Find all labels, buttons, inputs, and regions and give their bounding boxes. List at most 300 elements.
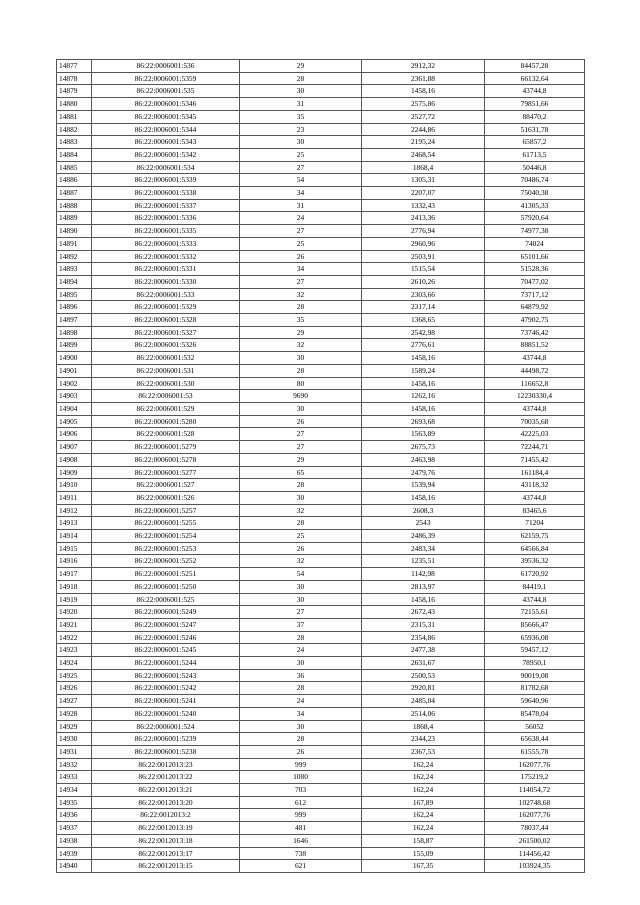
row-number-cell: 14906 — [57, 428, 92, 441]
row-number-cell: 14910 — [57, 479, 92, 492]
cadastral-number-cell: 86:22:0006001:5246 — [92, 631, 240, 644]
area-cell: 26 — [240, 415, 362, 428]
table-row — [57, 377, 585, 390]
specific-value-cell: 2693,68 — [362, 415, 485, 428]
table-row — [57, 161, 585, 174]
cadastral-value-cell: 59640,96 — [485, 695, 585, 708]
area-cell: 28 — [240, 631, 362, 644]
cadastral-number-cell: 86:22:0006001:5327 — [92, 326, 240, 339]
cadastral-number-cell: 86:22:0006001:5345 — [92, 110, 240, 123]
row-number-cell: 14924 — [57, 657, 92, 670]
cadastral-number-cell: 86:22:0006001:5250 — [92, 580, 240, 593]
cadastral-number-cell: 86:22:0006001:5278 — [92, 453, 240, 466]
area-cell: 27 — [240, 161, 362, 174]
area-cell: 28 — [240, 733, 362, 746]
cadastral-value-cell: 51528,36 — [485, 263, 585, 276]
cadastral-value-cell: 162077,76 — [485, 809, 585, 822]
row-number-cell: 14928 — [57, 707, 92, 720]
cadastral-number-cell: 86:22:0012013:15 — [92, 860, 240, 873]
specific-value-cell: 1458,16 — [362, 491, 485, 504]
table-row — [57, 466, 585, 479]
area-cell: 26 — [240, 250, 362, 263]
area-cell: 25 — [240, 237, 362, 250]
specific-value-cell: 2486,39 — [362, 530, 485, 543]
cadastral-number-cell: 86:22:0012013:20 — [92, 796, 240, 809]
cadastral-number-cell: 86:22:0006001:5344 — [92, 123, 240, 136]
specific-value-cell: 1563,89 — [362, 428, 485, 441]
cadastral-number-cell: 86:22:0006001:5245 — [92, 644, 240, 657]
cadastral-value-cell: 90019,08 — [485, 669, 585, 682]
table-row — [57, 593, 585, 606]
table-row — [57, 148, 585, 161]
area-cell: 54 — [240, 568, 362, 581]
row-number-cell: 14880 — [57, 98, 92, 111]
cadastral-number-cell: 86:22:0006001:5328 — [92, 314, 240, 327]
specific-value-cell: 2610,26 — [362, 275, 485, 288]
table-row — [57, 669, 585, 682]
row-number-cell: 14882 — [57, 123, 92, 136]
row-number-cell: 14935 — [57, 796, 92, 809]
table-row — [57, 402, 585, 415]
cadastral-number-cell: 86:22:0006001:5337 — [92, 199, 240, 212]
cadastral-number-cell: 86:22:0006001:5241 — [92, 695, 240, 708]
row-number-cell: 14895 — [57, 288, 92, 301]
row-number-cell: 14929 — [57, 720, 92, 733]
area-cell: 27 — [240, 441, 362, 454]
cadastral-value-cell: 61713,5 — [485, 148, 585, 161]
row-number-cell: 14901 — [57, 364, 92, 377]
cadastral-number-cell: 86:22:0006001:53 — [92, 390, 240, 403]
table-row — [57, 707, 585, 720]
cadastral-number-cell: 86:22:0006001:5252 — [92, 555, 240, 568]
table-row — [57, 314, 585, 327]
table-row — [57, 580, 585, 593]
area-cell: 999 — [240, 809, 362, 822]
row-number-cell: 14883 — [57, 136, 92, 149]
area-cell: 28 — [240, 479, 362, 492]
row-number-cell: 14888 — [57, 199, 92, 212]
cadastral-value-cell: 12230330,4 — [485, 390, 585, 403]
specific-value-cell: 2543 — [362, 517, 485, 530]
table-row — [57, 187, 585, 200]
table-row — [57, 809, 585, 822]
specific-value-cell: 162,24 — [362, 809, 485, 822]
cadastral-value-cell: 61720,92 — [485, 568, 585, 581]
table-row — [57, 860, 585, 873]
table-row — [57, 745, 585, 758]
cadastral-number-cell: 86:22:0006001:5359 — [92, 72, 240, 85]
area-cell: 28 — [240, 364, 362, 377]
table-row — [57, 644, 585, 657]
cadastral-number-cell: 86:22:0006001:532 — [92, 352, 240, 365]
row-number-cell: 14890 — [57, 225, 92, 238]
table-row — [57, 110, 585, 123]
specific-value-cell: 2413,36 — [362, 212, 485, 225]
area-cell: 703 — [240, 784, 362, 797]
cadastral-value-cell: 73717,12 — [485, 288, 585, 301]
table-row — [57, 352, 585, 365]
cadastral-number-cell: 86:22:0012013:18 — [92, 834, 240, 847]
area-cell: 32 — [240, 504, 362, 517]
area-cell: 27 — [240, 428, 362, 441]
specific-value-cell: 162,24 — [362, 758, 485, 771]
specific-value-cell: 155,09 — [362, 847, 485, 860]
cadastral-number-cell: 86:22:0006001:5335 — [92, 225, 240, 238]
area-cell: 26 — [240, 542, 362, 555]
cadastral-number-cell: 86:22:0006001:5342 — [92, 148, 240, 161]
area-cell: 36 — [240, 669, 362, 682]
cadastral-value-cell: 65857,2 — [485, 136, 585, 149]
cadastral-value-cell: 88470,2 — [485, 110, 585, 123]
cadastral-number-cell: 86:22:0012013:23 — [92, 758, 240, 771]
table-row — [57, 834, 585, 847]
cadastral-number-cell: 86:22:0006001:525 — [92, 593, 240, 606]
table-row — [57, 555, 585, 568]
specific-value-cell: 2672,43 — [362, 606, 485, 619]
cadastral-number-cell: 86:22:0006001:5255 — [92, 517, 240, 530]
specific-value-cell: 2514,06 — [362, 707, 485, 720]
row-number-cell: 14893 — [57, 263, 92, 276]
cadastral-value-cell: 64566,84 — [485, 542, 585, 555]
table-row — [57, 250, 585, 263]
specific-value-cell: 162,24 — [362, 822, 485, 835]
cadastral-value-cell: 64879,92 — [485, 301, 585, 314]
area-cell: 30 — [240, 491, 362, 504]
table-row — [57, 136, 585, 149]
cadastral-value-cell: 39536,32 — [485, 555, 585, 568]
cadastral-value-cell: 41305,33 — [485, 199, 585, 212]
area-cell: 24 — [240, 695, 362, 708]
row-number-cell: 14909 — [57, 466, 92, 479]
table-row — [57, 72, 585, 85]
area-cell: 30 — [240, 657, 362, 670]
specific-value-cell: 1458,16 — [362, 402, 485, 415]
table-row — [57, 428, 585, 441]
specific-value-cell: 2477,38 — [362, 644, 485, 657]
cadastral-number-cell: 86:22:0006001:5331 — [92, 263, 240, 276]
row-number-cell: 14920 — [57, 606, 92, 619]
specific-value-cell: 1262,16 — [362, 390, 485, 403]
row-number-cell: 14921 — [57, 618, 92, 631]
area-cell: 31 — [240, 199, 362, 212]
specific-value-cell: 1589,24 — [362, 364, 485, 377]
cadastral-value-table — [56, 59, 585, 873]
area-cell: 481 — [240, 822, 362, 835]
row-number-cell: 14903 — [57, 390, 92, 403]
cadastral-value-cell: 47902,75 — [485, 314, 585, 327]
area-cell: 34 — [240, 187, 362, 200]
cadastral-number-cell: 86:22:0006001:5346 — [92, 98, 240, 111]
row-number-cell: 14891 — [57, 237, 92, 250]
row-number-cell: 14886 — [57, 174, 92, 187]
row-number-cell: 14894 — [57, 275, 92, 288]
row-number-cell: 14887 — [57, 187, 92, 200]
specific-value-cell: 158,87 — [362, 834, 485, 847]
specific-value-cell: 2542,98 — [362, 326, 485, 339]
area-cell: 30 — [240, 720, 362, 733]
area-cell: 1080 — [240, 771, 362, 784]
area-cell: 25 — [240, 148, 362, 161]
cadastral-number-cell: 86:22:0012013:22 — [92, 771, 240, 784]
table-row — [57, 682, 585, 695]
table-row — [57, 758, 585, 771]
cadastral-value-cell: 44498,72 — [485, 364, 585, 377]
table-row — [57, 415, 585, 428]
table-row — [57, 606, 585, 619]
cadastral-number-cell: 86:22:0006001:5254 — [92, 530, 240, 543]
cadastral-number-cell: 86:22:0006001:5238 — [92, 745, 240, 758]
row-number-cell: 14930 — [57, 733, 92, 746]
area-cell: 27 — [240, 606, 362, 619]
cadastral-number-cell: 86:22:0006001:526 — [92, 491, 240, 504]
cadastral-value-cell: 43744,8 — [485, 491, 585, 504]
row-number-cell: 14884 — [57, 148, 92, 161]
cadastral-number-cell: 86:22:0006001:530 — [92, 377, 240, 390]
area-cell: 34 — [240, 707, 362, 720]
cadastral-value-cell: 162077,76 — [485, 758, 585, 771]
cadastral-number-cell: 86:22:0006001:531 — [92, 364, 240, 377]
row-number-cell: 14892 — [57, 250, 92, 263]
specific-value-cell: 2527,72 — [362, 110, 485, 123]
table-row — [57, 822, 585, 835]
specific-value-cell: 2207,07 — [362, 187, 485, 200]
cadastral-number-cell: 86:22:0006001:5330 — [92, 275, 240, 288]
table-row — [57, 771, 585, 784]
table-row — [57, 98, 585, 111]
row-number-cell: 14881 — [57, 110, 92, 123]
table-row — [57, 631, 585, 644]
cadastral-value-cell: 161184,4 — [485, 466, 585, 479]
area-cell: 30 — [240, 402, 362, 415]
cadastral-value-cell: 65936,08 — [485, 631, 585, 644]
specific-value-cell: 2479,76 — [362, 466, 485, 479]
cadastral-value-cell: 61555,78 — [485, 745, 585, 758]
specific-value-cell: 1539,94 — [362, 479, 485, 492]
table-row — [57, 618, 585, 631]
specific-value-cell: 2920,81 — [362, 682, 485, 695]
cadastral-number-cell: 86:22:0006001:527 — [92, 479, 240, 492]
cadastral-value-cell: 175219,2 — [485, 771, 585, 784]
area-cell: 30 — [240, 580, 362, 593]
row-number-cell: 14904 — [57, 402, 92, 415]
cadastral-value-cell: 66132,64 — [485, 72, 585, 85]
cadastral-value-cell: 74977,38 — [485, 225, 585, 238]
cadastral-number-cell: 86:22:0006001:5247 — [92, 618, 240, 631]
table-row — [57, 237, 585, 250]
specific-value-cell: 2317,14 — [362, 301, 485, 314]
table-row — [57, 568, 585, 581]
cadastral-number-cell: 86:22:0006001:5279 — [92, 441, 240, 454]
specific-value-cell: 2503,91 — [362, 250, 485, 263]
area-cell: 28 — [240, 72, 362, 85]
row-number-cell: 14933 — [57, 771, 92, 784]
row-number-cell: 14934 — [57, 784, 92, 797]
area-cell: 80 — [240, 377, 362, 390]
table-row — [57, 199, 585, 212]
specific-value-cell: 2483,34 — [362, 542, 485, 555]
area-cell: 65 — [240, 466, 362, 479]
row-number-cell: 14911 — [57, 491, 92, 504]
cadastral-value-cell: 43744,8 — [485, 593, 585, 606]
area-cell: 32 — [240, 288, 362, 301]
area-cell: 28 — [240, 517, 362, 530]
specific-value-cell: 1458,16 — [362, 377, 485, 390]
row-number-cell: 14936 — [57, 809, 92, 822]
specific-value-cell: 1235,51 — [362, 555, 485, 568]
row-number-cell: 14878 — [57, 72, 92, 85]
table-row — [57, 85, 585, 98]
specific-value-cell: 2575,86 — [362, 98, 485, 111]
table-row — [57, 733, 585, 746]
area-cell: 738 — [240, 847, 362, 860]
row-number-cell: 14897 — [57, 314, 92, 327]
table-row — [57, 479, 585, 492]
cadastral-number-cell: 86:22:0006001:5257 — [92, 504, 240, 517]
table-row — [57, 301, 585, 314]
specific-value-cell: 2367,53 — [362, 745, 485, 758]
cadastral-number-cell: 86:22:0006001:5244 — [92, 657, 240, 670]
table-row — [57, 542, 585, 555]
cadastral-number-cell: 86:22:0006001:534 — [92, 161, 240, 174]
area-cell: 23 — [240, 123, 362, 136]
cadastral-number-cell: 86:22:0012013:21 — [92, 784, 240, 797]
table-row — [57, 339, 585, 352]
specific-value-cell: 2244,86 — [362, 123, 485, 136]
specific-value-cell: 2960,96 — [362, 237, 485, 250]
specific-value-cell: 1368,65 — [362, 314, 485, 327]
table-row — [57, 491, 585, 504]
row-number-cell: 14915 — [57, 542, 92, 555]
cadastral-number-cell: 86:22:0006001:533 — [92, 288, 240, 301]
area-cell: 28 — [240, 301, 362, 314]
cadastral-number-cell: 86:22:0006001:536 — [92, 60, 240, 73]
cadastral-number-cell: 86:22:0006001:5239 — [92, 733, 240, 746]
row-number-cell: 14939 — [57, 847, 92, 860]
specific-value-cell: 1332,43 — [362, 199, 485, 212]
table-body — [57, 60, 585, 873]
row-number-cell: 14885 — [57, 161, 92, 174]
area-cell: 34 — [240, 263, 362, 276]
cadastral-value-cell: 84457,28 — [485, 60, 585, 73]
cadastral-value-cell: 79851,66 — [485, 98, 585, 111]
cadastral-value-cell: 78037,44 — [485, 822, 585, 835]
specific-value-cell: 167,89 — [362, 796, 485, 809]
table-row — [57, 720, 585, 733]
specific-value-cell: 2631,67 — [362, 657, 485, 670]
cadastral-value-cell: 114456,42 — [485, 847, 585, 860]
cadastral-value-cell: 70486,74 — [485, 174, 585, 187]
row-number-cell: 14938 — [57, 834, 92, 847]
cadastral-number-cell: 86:22:0006001:5277 — [92, 466, 240, 479]
cadastral-value-cell: 62159,75 — [485, 530, 585, 543]
table-row — [57, 784, 585, 797]
table-row — [57, 225, 585, 238]
row-number-cell: 14940 — [57, 860, 92, 873]
row-number-cell: 14927 — [57, 695, 92, 708]
table-row — [57, 796, 585, 809]
area-cell: 612 — [240, 796, 362, 809]
table-row — [57, 390, 585, 403]
row-number-cell: 14914 — [57, 530, 92, 543]
table-row — [57, 174, 585, 187]
cadastral-value-cell: 85666,47 — [485, 618, 585, 631]
table-row — [57, 847, 585, 860]
table-row — [57, 275, 585, 288]
cadastral-number-cell: 86:22:0006001:5253 — [92, 542, 240, 555]
cadastral-value-cell: 59457,12 — [485, 644, 585, 657]
row-number-cell: 14923 — [57, 644, 92, 657]
table-row — [57, 288, 585, 301]
area-cell: 30 — [240, 352, 362, 365]
specific-value-cell: 1458,16 — [362, 352, 485, 365]
row-number-cell: 14916 — [57, 555, 92, 568]
row-number-cell: 14877 — [57, 60, 92, 73]
area-cell: 24 — [240, 644, 362, 657]
cadastral-number-cell: 86:22:0006001:5336 — [92, 212, 240, 225]
row-number-cell: 14926 — [57, 682, 92, 695]
row-number-cell: 14889 — [57, 212, 92, 225]
cadastral-value-cell: 71455,42 — [485, 453, 585, 466]
area-cell: 32 — [240, 555, 362, 568]
cadastral-value-cell: 43744,8 — [485, 352, 585, 365]
cadastral-value-cell: 261500,02 — [485, 834, 585, 847]
area-cell: 35 — [240, 110, 362, 123]
cadastral-value-cell: 51631,78 — [485, 123, 585, 136]
row-number-cell: 14913 — [57, 517, 92, 530]
specific-value-cell: 2195,24 — [362, 136, 485, 149]
cadastral-value-cell: 103924,35 — [485, 860, 585, 873]
document-page — [56, 59, 585, 873]
row-number-cell: 14932 — [57, 758, 92, 771]
table-row — [57, 364, 585, 377]
specific-value-cell: 2500,53 — [362, 669, 485, 682]
cadastral-value-cell: 57920,64 — [485, 212, 585, 225]
specific-value-cell: 2468,54 — [362, 148, 485, 161]
specific-value-cell: 2463,98 — [362, 453, 485, 466]
specific-value-cell: 2813,97 — [362, 580, 485, 593]
table-row — [57, 530, 585, 543]
cadastral-value-cell: 83465,6 — [485, 504, 585, 517]
cadastral-value-cell: 65101,66 — [485, 250, 585, 263]
cadastral-number-cell: 86:22:0006001:5338 — [92, 187, 240, 200]
row-number-cell: 14896 — [57, 301, 92, 314]
cadastral-value-cell: 71204 — [485, 517, 585, 530]
row-number-cell: 14937 — [57, 822, 92, 835]
cadastral-value-cell: 43744,8 — [485, 402, 585, 415]
row-number-cell: 14900 — [57, 352, 92, 365]
table-row — [57, 441, 585, 454]
row-number-cell: 14925 — [57, 669, 92, 682]
row-number-cell: 14908 — [57, 453, 92, 466]
cadastral-number-cell: 86:22:0006001:5242 — [92, 682, 240, 695]
area-cell: 9690 — [240, 390, 362, 403]
row-number-cell: 14918 — [57, 580, 92, 593]
area-cell: 29 — [240, 326, 362, 339]
cadastral-number-cell: 86:22:0006001:535 — [92, 85, 240, 98]
specific-value-cell: 162,24 — [362, 771, 485, 784]
specific-value-cell: 2776,94 — [362, 225, 485, 238]
row-number-cell: 14902 — [57, 377, 92, 390]
specific-value-cell: 1868,4 — [362, 720, 485, 733]
table-row — [57, 212, 585, 225]
cadastral-number-cell: 86:22:0006001:5333 — [92, 237, 240, 250]
specific-value-cell: 2361,88 — [362, 72, 485, 85]
specific-value-cell: 2776,61 — [362, 339, 485, 352]
area-cell: 27 — [240, 275, 362, 288]
specific-value-cell: 2912,32 — [362, 60, 485, 73]
table-row — [57, 326, 585, 339]
row-number-cell: 14919 — [57, 593, 92, 606]
